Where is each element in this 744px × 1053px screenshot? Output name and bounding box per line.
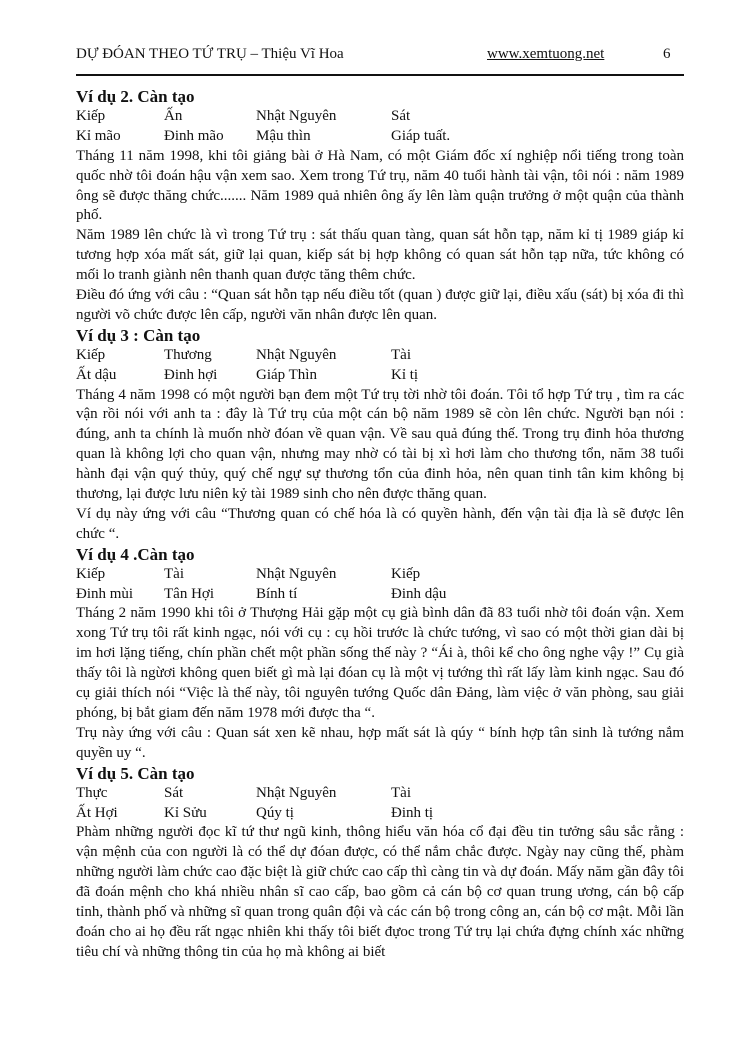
page-content	[76, 87, 684, 963]
page-header	[76, 46, 684, 68]
pillar-cell: Đinh dậu	[391, 585, 447, 602]
pillar-cell: Qúy tị	[256, 804, 294, 821]
pillar-cell: Đinh hợi	[164, 366, 218, 383]
pillar-branches-row	[76, 366, 684, 386]
pillar-cell: Ất dậu	[76, 366, 117, 383]
pillar-cell: Kỉ mão	[76, 127, 121, 144]
example-section	[76, 326, 684, 545]
example-section	[76, 545, 684, 764]
body-paragraph: Trụ này ứng với câu : Quan sát xen kẽ nhau, hợp mất sát là qúy “ bính hợp tân sinh là tướng nắm quyền uy “.	[76, 724, 684, 761]
pillar-cell: Thương	[164, 346, 212, 363]
pillar-cell: Tài	[164, 565, 184, 582]
pillar-cell: Nhật Nguyên	[256, 107, 337, 124]
pillar-cell: Giáp Thìn	[256, 366, 317, 383]
header-divider	[76, 74, 684, 76]
pillar-cell: Mậu thìn	[256, 127, 311, 144]
pillar-cell: Đinh mùi	[76, 585, 134, 602]
example-section	[76, 764, 684, 963]
pillar-cell: Nhật Nguyên	[256, 346, 337, 363]
pillar-cell: Tân Hợi	[164, 585, 215, 602]
pillar-branches-row	[76, 804, 684, 824]
pillar-cell: Bính tí	[256, 585, 298, 602]
pillar-cell: Giáp tuất.	[391, 127, 451, 144]
pillar-cell: Đinh mão	[164, 127, 224, 144]
pillar-cell: Ấn	[164, 107, 183, 124]
pillar-cell: Đinh tị	[391, 804, 434, 821]
pillar-branches-row	[76, 127, 684, 147]
website-link[interactable]: www.xemtuong.net	[487, 46, 605, 62]
pillar-cell: Kiếp	[76, 107, 106, 124]
section-heading: Ví dụ 5. Càn tạo	[76, 763, 195, 783]
section-heading: Ví dụ 4 .Càn tạo	[76, 544, 195, 564]
pillar-stems-row	[76, 565, 684, 585]
pillar-cell: Tài	[391, 346, 411, 363]
pillar-cell: Sát	[391, 107, 411, 124]
pillar-cell: Thực	[76, 784, 108, 801]
body-paragraph: Tháng 2 năm 1990 khi tôi ở Thượng Hải gặp một cụ già bình dân đã 83 tuổi nhờ tôi đoán vận. Xem xong Tứ trụ tôi rất kinh ngạc, nói với cụ : cụ hồi trước là chức tướng, vì sao có một thời gian dài bị im hơi lặng tiếng, chín phần chết một phần sống thế này ? “Ái à, thôi kể cho ông nghe vậy !” Cụ già thấy tôi là ngừơi không quen biết gì mà lại đóan cụ là một vị tướng thì rất lấy làm kinh ngạc. Sau đó cụ giải thích nói “Việc là thế này, tôi nguyên tướng Quốc dân Đảng, làm việc ở văn phòng, sau giải phóng, bị bắt giam đến năm 1978 mới được tha “.	[76, 605, 684, 721]
pillar-cell: Kỉ Sửu	[164, 804, 207, 821]
pillar-cell: Sát	[164, 784, 184, 801]
pillar-cell: Kiếp	[76, 346, 106, 363]
section-heading: Ví dụ 3 : Càn tạo	[76, 325, 201, 345]
pillar-cell: Tài	[391, 784, 411, 801]
pillar-cell: Nhật Nguyên	[256, 565, 337, 582]
pillar-stems-row	[76, 107, 684, 127]
body-paragraph: Ví dụ này ứng với câu “Thương quan có chế hóa là có quyền hành, đến vận tài địa là sẽ được lên chức “.	[76, 505, 684, 542]
body-paragraph: Tháng 11 năm 1998, khi tôi giảng bài ở Hà Nam, có một Giám đốc xí nghiệp nổi tiếng trong toàn quốc nhờ tôi đoán hậu vận xem sao. Xem trong Tứ trụ, năm 40 tuổi hành tài vận, tôi nói : năm 1989 ông sẽ được thăng chức....... Năm 1989 quả nhiên ông ấy lên làm quận trưởng ở một quận của thành phố.	[76, 147, 684, 224]
body-paragraph: Tháng 4 năm 1998 có một người bạn đem một Tứ trụ tời nhờ tôi đoán. Tôi tổ hợp Tứ trụ , tìm ra các vận rồi nói với anh ta : đây là Tứ trụ của một cán bộ năm 1989 sẽ còn lên chức. Người bạn nói : đúng, anh ta chính là muốn nhờ đóan về quan vận. Về sau quả đúng thế. Trong trụ đinh hỏa thương quan là không lợi cho quan vận, nhưng may nhờ có tài bị xì hơi làm cho thương tổn, năm 38 tuổi hành đại vận quý thủy, quý chế ngự sự thương tổn của đinh hỏa, nên quan tinh tân kim không bị thương, lại được lưu niên kỷ tài 1989 sinh cho nên được thăng quan.	[76, 386, 684, 503]
pillar-cell: Kiếp	[391, 565, 421, 582]
pillar-cell: Ất Hợi	[76, 804, 118, 821]
pillar-stems-row	[76, 346, 684, 366]
body-paragraph: Điều đó ứng với câu : “Quan sát hỗn tạp nếu điều tốt (quan ) được giữ lại, điều xấu (sát) bị xóa đi thì người võ chức được lên cấp, người văn nhân được lên quan.	[76, 287, 684, 323]
pillar-cell: Kiếp	[76, 565, 106, 582]
body-paragraph: Phàm những người đọc kĩ tứ thư ngũ kinh, thông hiểu văn hóa cổ đại đều tin tưởng sâu sắc rằng : vận mệnh của con người là có thể dự đóan được, có thể nắm chắc được. Ngày nay cũng thế, phàm những người làm chức cao đặc biệt là giữ chức cao cấp thì càng tin và dự đoán. Mấy năm gần đây tôi đã đoán mệnh cho khá nhiều nhân sĩ cao cấp, bao gồm cả cán bộ cơ quan trung ương, cán bộ cấp tỉnh, thành phố và những sĩ quan trong quân đội và các cán bộ trong công an, cán bộ cơ mật. Mỗi lần đoán cho ai họ đều rất ngạc nhiên khi thấy tôi biết đựoc trong Tứ trụ lại chứa đựng chính xác những tiêu chí và những thông tin của họ mà không ai biết	[76, 824, 684, 960]
pillar-branches-row	[76, 585, 684, 605]
document-title: DỰ ĐÓAN THEO TỨ TRỤ – Thiệu Vĩ Hoa	[76, 46, 344, 62]
page-number: 6	[663, 46, 671, 62]
body-paragraph: Năm 1989 lên chức là vì trong Tứ trụ : sát thấu quan tàng, quan sát hỗn tạp, năm kỉ tị 1989 giáp kỉ tương hợp xóa mất sát, giữ lại quan, kiếp sát bị hợp không có quan sát hỗn tạp nữa, tức không có mối lo tranh giành nên thanh quan được tăng thêm chức.	[76, 227, 684, 284]
example-section	[76, 87, 684, 326]
section-heading: Ví dụ 2. Càn tạo	[76, 87, 195, 106]
pillar-stems-row	[76, 784, 684, 804]
pillar-cell: Nhật Nguyên	[256, 784, 337, 801]
pillar-cell: Kỉ tị	[391, 366, 419, 383]
